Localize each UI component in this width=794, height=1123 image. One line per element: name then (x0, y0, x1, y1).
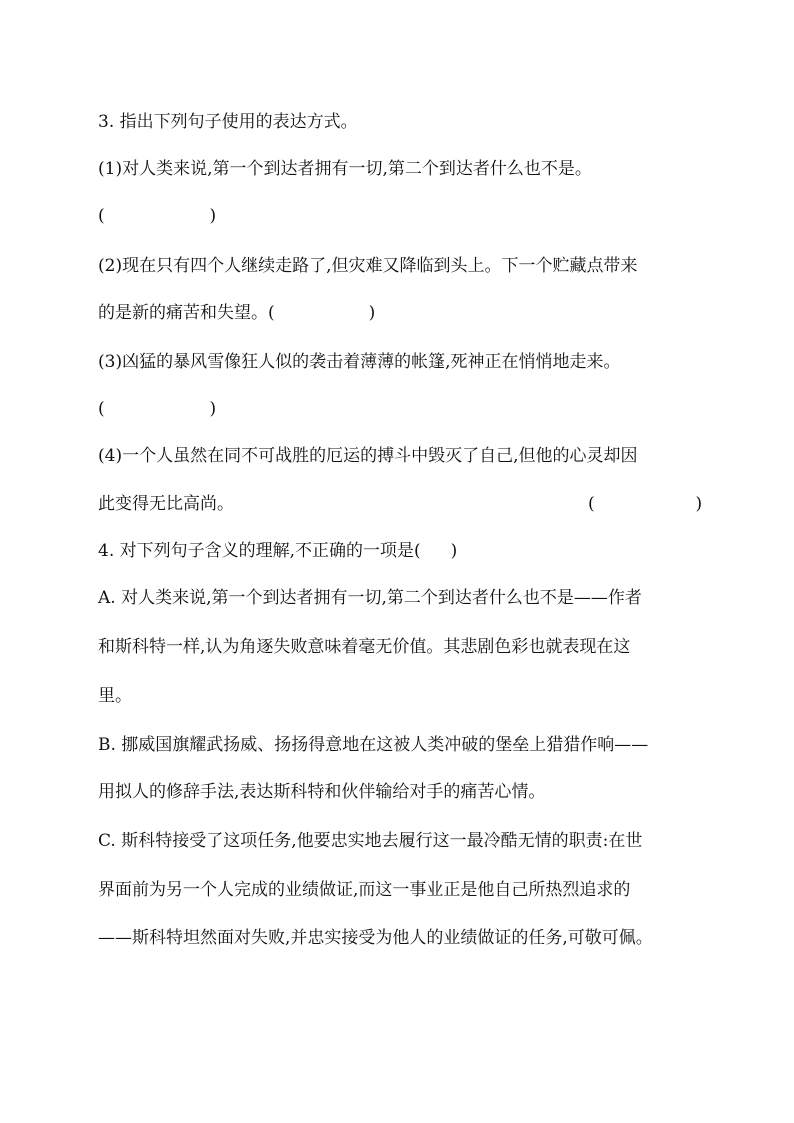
paren-close: ) (695, 494, 703, 514)
answer-blank-2[interactable]: ( ) (268, 303, 376, 323)
question-3-item-4-line-2: 此变得无比高尚。 (98, 494, 234, 514)
option-a-line-2: 和斯科特一样,认为角逐失败意味着毫无价值。其悲剧色彩也就表现在这 (98, 637, 631, 657)
option-c-line-1: C. 斯科特接受了这项任务,他要忠实地去履行这一最冷酷无情的职责:在世 (98, 831, 643, 851)
option-a-line-1: A. 对人类来说,第一个到达者拥有一切,第二个到达者什么也不是——作者 (98, 588, 642, 608)
paren-open: ( (98, 206, 105, 226)
question-3-item-3: (3)凶猛的暴风雪像狂人似的袭击着薄薄的帐篷,死神正在悄悄地走来。 (98, 352, 621, 372)
question-3-item-2-line-2 (98, 301, 375, 325)
paren-open: ( (588, 494, 595, 514)
paren-close: ) (209, 399, 217, 419)
paren-close: ) (209, 206, 217, 226)
option-a-line-3: 里。 (98, 686, 132, 706)
option-c-line-3: ——斯科特坦然面对失败,并忠实接受为他人的业绩做证的任务,可敬可佩。 (98, 928, 653, 948)
option-b-line-1: B. 挪威国旗耀武扬威、扬扬得意地在这被人类冲破的堡垒上猎猎作响—— (98, 735, 649, 755)
question-3-item-1: (1)对人类来说,第一个到达者拥有一切,第二个到达者什么也不是。 (98, 159, 592, 179)
question-3-item-4-line-1: (4)一个人虽然在同不可战胜的厄运的搏斗中毁灭了自己,但他的心灵却因 (98, 446, 638, 466)
item-2-text: 的是新的痛苦和失望。 (98, 303, 268, 323)
answer-blank-1[interactable] (98, 204, 216, 228)
answer-blank-3[interactable] (98, 397, 216, 421)
option-c-line-2: 界面前为另一个人完成的业绩做证,而这一事业正是他自己所热烈追求的 (98, 880, 631, 900)
question-4-title: 4. 对下列句子含义的理解,不正确的一项是( ) (98, 541, 458, 561)
question-3-item-2-line-1: (2)现在只有四个人继续走路了,但灾难又降临到头上。下一个贮藏点带来 (98, 256, 638, 276)
option-b-line-2: 用拟人的修辞手法,表达斯科特和伙伴输给对手的痛苦心情。 (98, 782, 546, 802)
question-3-title: 3. 指出下列句子使用的表达方式。 (98, 112, 358, 132)
paren-open: ( (98, 399, 105, 419)
answer-blank-4[interactable] (588, 492, 702, 516)
